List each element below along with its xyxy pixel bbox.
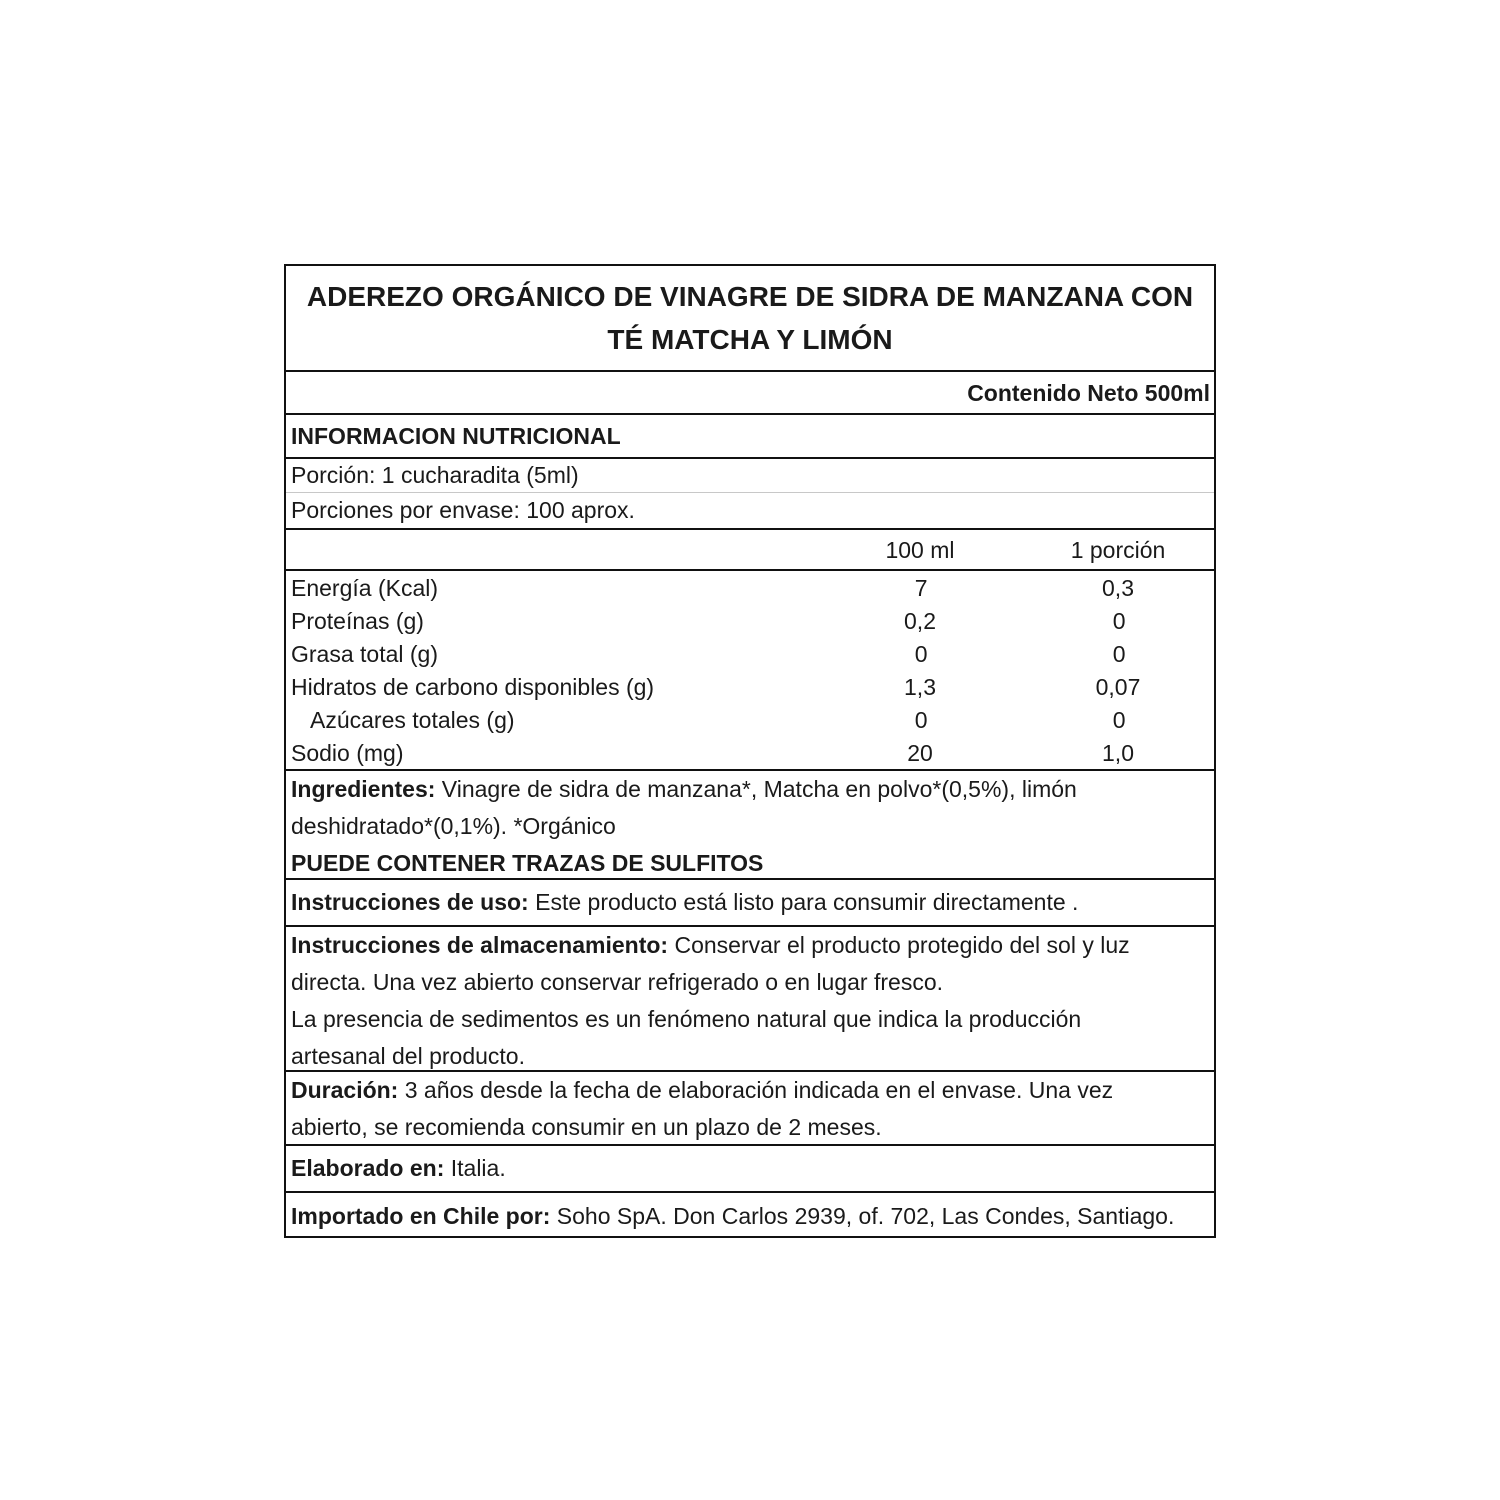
- nutrient-value-portion: 1,0: [1102, 740, 1134, 766]
- storage-line2: directa. Una vez abierto conservar refrigerado o en lugar fresco.: [291, 969, 943, 995]
- nutrition-row: [286, 638, 1214, 671]
- storage-section: [286, 925, 1214, 1070]
- net-content-row: [286, 370, 1214, 413]
- origin-line: [286, 1146, 1214, 1187]
- importer-line: [286, 1193, 1214, 1235]
- nutrition-label: [284, 264, 1216, 1238]
- ingredients-section: [286, 769, 1214, 878]
- importer-text: Soho SpA. Don Carlos 2939, of. 702, Las Condes, Santiago.: [550, 1203, 1175, 1229]
- storage-label: Instrucciones de almacenamiento:: [291, 932, 669, 958]
- nutrient-name: Hidratos de carbono disponibles (g): [291, 674, 655, 700]
- nutrition-heading: INFORMACION NUTRICIONAL: [291, 423, 621, 449]
- nutrient-value-100ml: 0,2: [904, 608, 936, 634]
- nutrient-value-100ml: 1,3: [904, 674, 936, 700]
- nutrient-value-100ml: 0: [914, 707, 928, 733]
- net-content: Contenido Neto 500ml: [967, 380, 1210, 406]
- nutrition-column-headers: [286, 528, 1214, 569]
- usage-section: [286, 878, 1214, 925]
- origin-text: Italia.: [444, 1155, 506, 1181]
- duration-line1: [286, 1072, 1214, 1109]
- storage-line3: La presencia de sedimentos es un fenómeno natural que indica la producción: [291, 1006, 1082, 1032]
- nutrient-value-portion: 0: [1112, 608, 1126, 634]
- usage-line: [286, 880, 1214, 921]
- product-title-line1: ADEREZO ORGÁNICO DE VINAGRE DE SIDRA DE MANZANA CON: [306, 281, 1194, 312]
- portions-per-package: Porciones por envase: 100 aprox.: [291, 497, 635, 523]
- duration-section: [286, 1070, 1214, 1144]
- nutrient-value-100ml: 7: [914, 575, 928, 601]
- origin-section: [286, 1144, 1214, 1191]
- nutrient-value-portion: 0,07: [1095, 674, 1141, 700]
- nutrition-table: [286, 569, 1214, 769]
- nutrient-name: Grasa total (g): [291, 641, 438, 667]
- column-100ml: 100 ml: [885, 537, 955, 563]
- usage-label: Instrucciones de uso:: [291, 889, 529, 915]
- nutrition-row: [286, 671, 1214, 704]
- nutrient-name: Proteínas (g): [291, 608, 424, 634]
- nutrition-row: [286, 704, 1214, 737]
- nutrition-heading-row: [286, 413, 1214, 457]
- importer-section: [286, 1191, 1214, 1238]
- column-portion: 1 porción: [1070, 537, 1166, 563]
- storage-line1: [286, 927, 1214, 964]
- storage-line4: artesanal del producto.: [291, 1043, 525, 1069]
- nutrient-value-portion: 0: [1112, 707, 1126, 733]
- nutrient-name: Sodio (mg): [291, 740, 404, 766]
- duration-text: 3 años desde la fecha de elaboración indicada en el envase. Una vez: [398, 1077, 1114, 1103]
- duration-label: Duración:: [291, 1077, 399, 1103]
- nutrition-row: [286, 737, 1214, 770]
- ingredients-text: Vinagre de sidra de manzana*, Matcha en polvo*(0,5%), limón: [435, 776, 1077, 802]
- product-title: [286, 266, 1214, 370]
- nutrition-row: [286, 605, 1214, 638]
- storage-text: Conservar el producto protegido del sol y luz: [668, 932, 1130, 958]
- nutrient-name: Azúcares totales (g): [310, 707, 515, 733]
- nutrient-name: Energía (Kcal): [291, 575, 439, 601]
- usage-text: Este producto está listo para consumir directamente .: [528, 889, 1079, 915]
- nutrient-value-portion: 0: [1112, 641, 1126, 667]
- product-title-line2: TÉ MATCHA Y LIMÓN: [607, 324, 893, 355]
- duration-line2: abierto, se recomienda consumir en un plazo de 2 meses.: [291, 1114, 882, 1140]
- ingredients-label: Ingredientes:: [291, 776, 436, 802]
- nutrient-value-100ml: 0: [914, 641, 928, 667]
- nutrient-value-100ml: 20: [907, 740, 933, 766]
- nutrient-value-portion: 0,3: [1102, 575, 1134, 601]
- nutrition-row: [286, 572, 1214, 605]
- portions-per-package-row: [286, 492, 1214, 528]
- portion-size: Porción: 1 cucharadita (5ml): [291, 462, 579, 488]
- allergen-warning: PUEDE CONTENER TRAZAS DE SULFITOS: [291, 850, 764, 876]
- portion-row: [286, 457, 1214, 492]
- ingredients-line1: [286, 771, 1214, 808]
- importer-label: Importado en Chile por:: [291, 1203, 551, 1229]
- ingredients-line2: deshidratado*(0,1%). *Orgánico: [291, 813, 616, 839]
- origin-label: Elaborado en:: [291, 1155, 445, 1181]
